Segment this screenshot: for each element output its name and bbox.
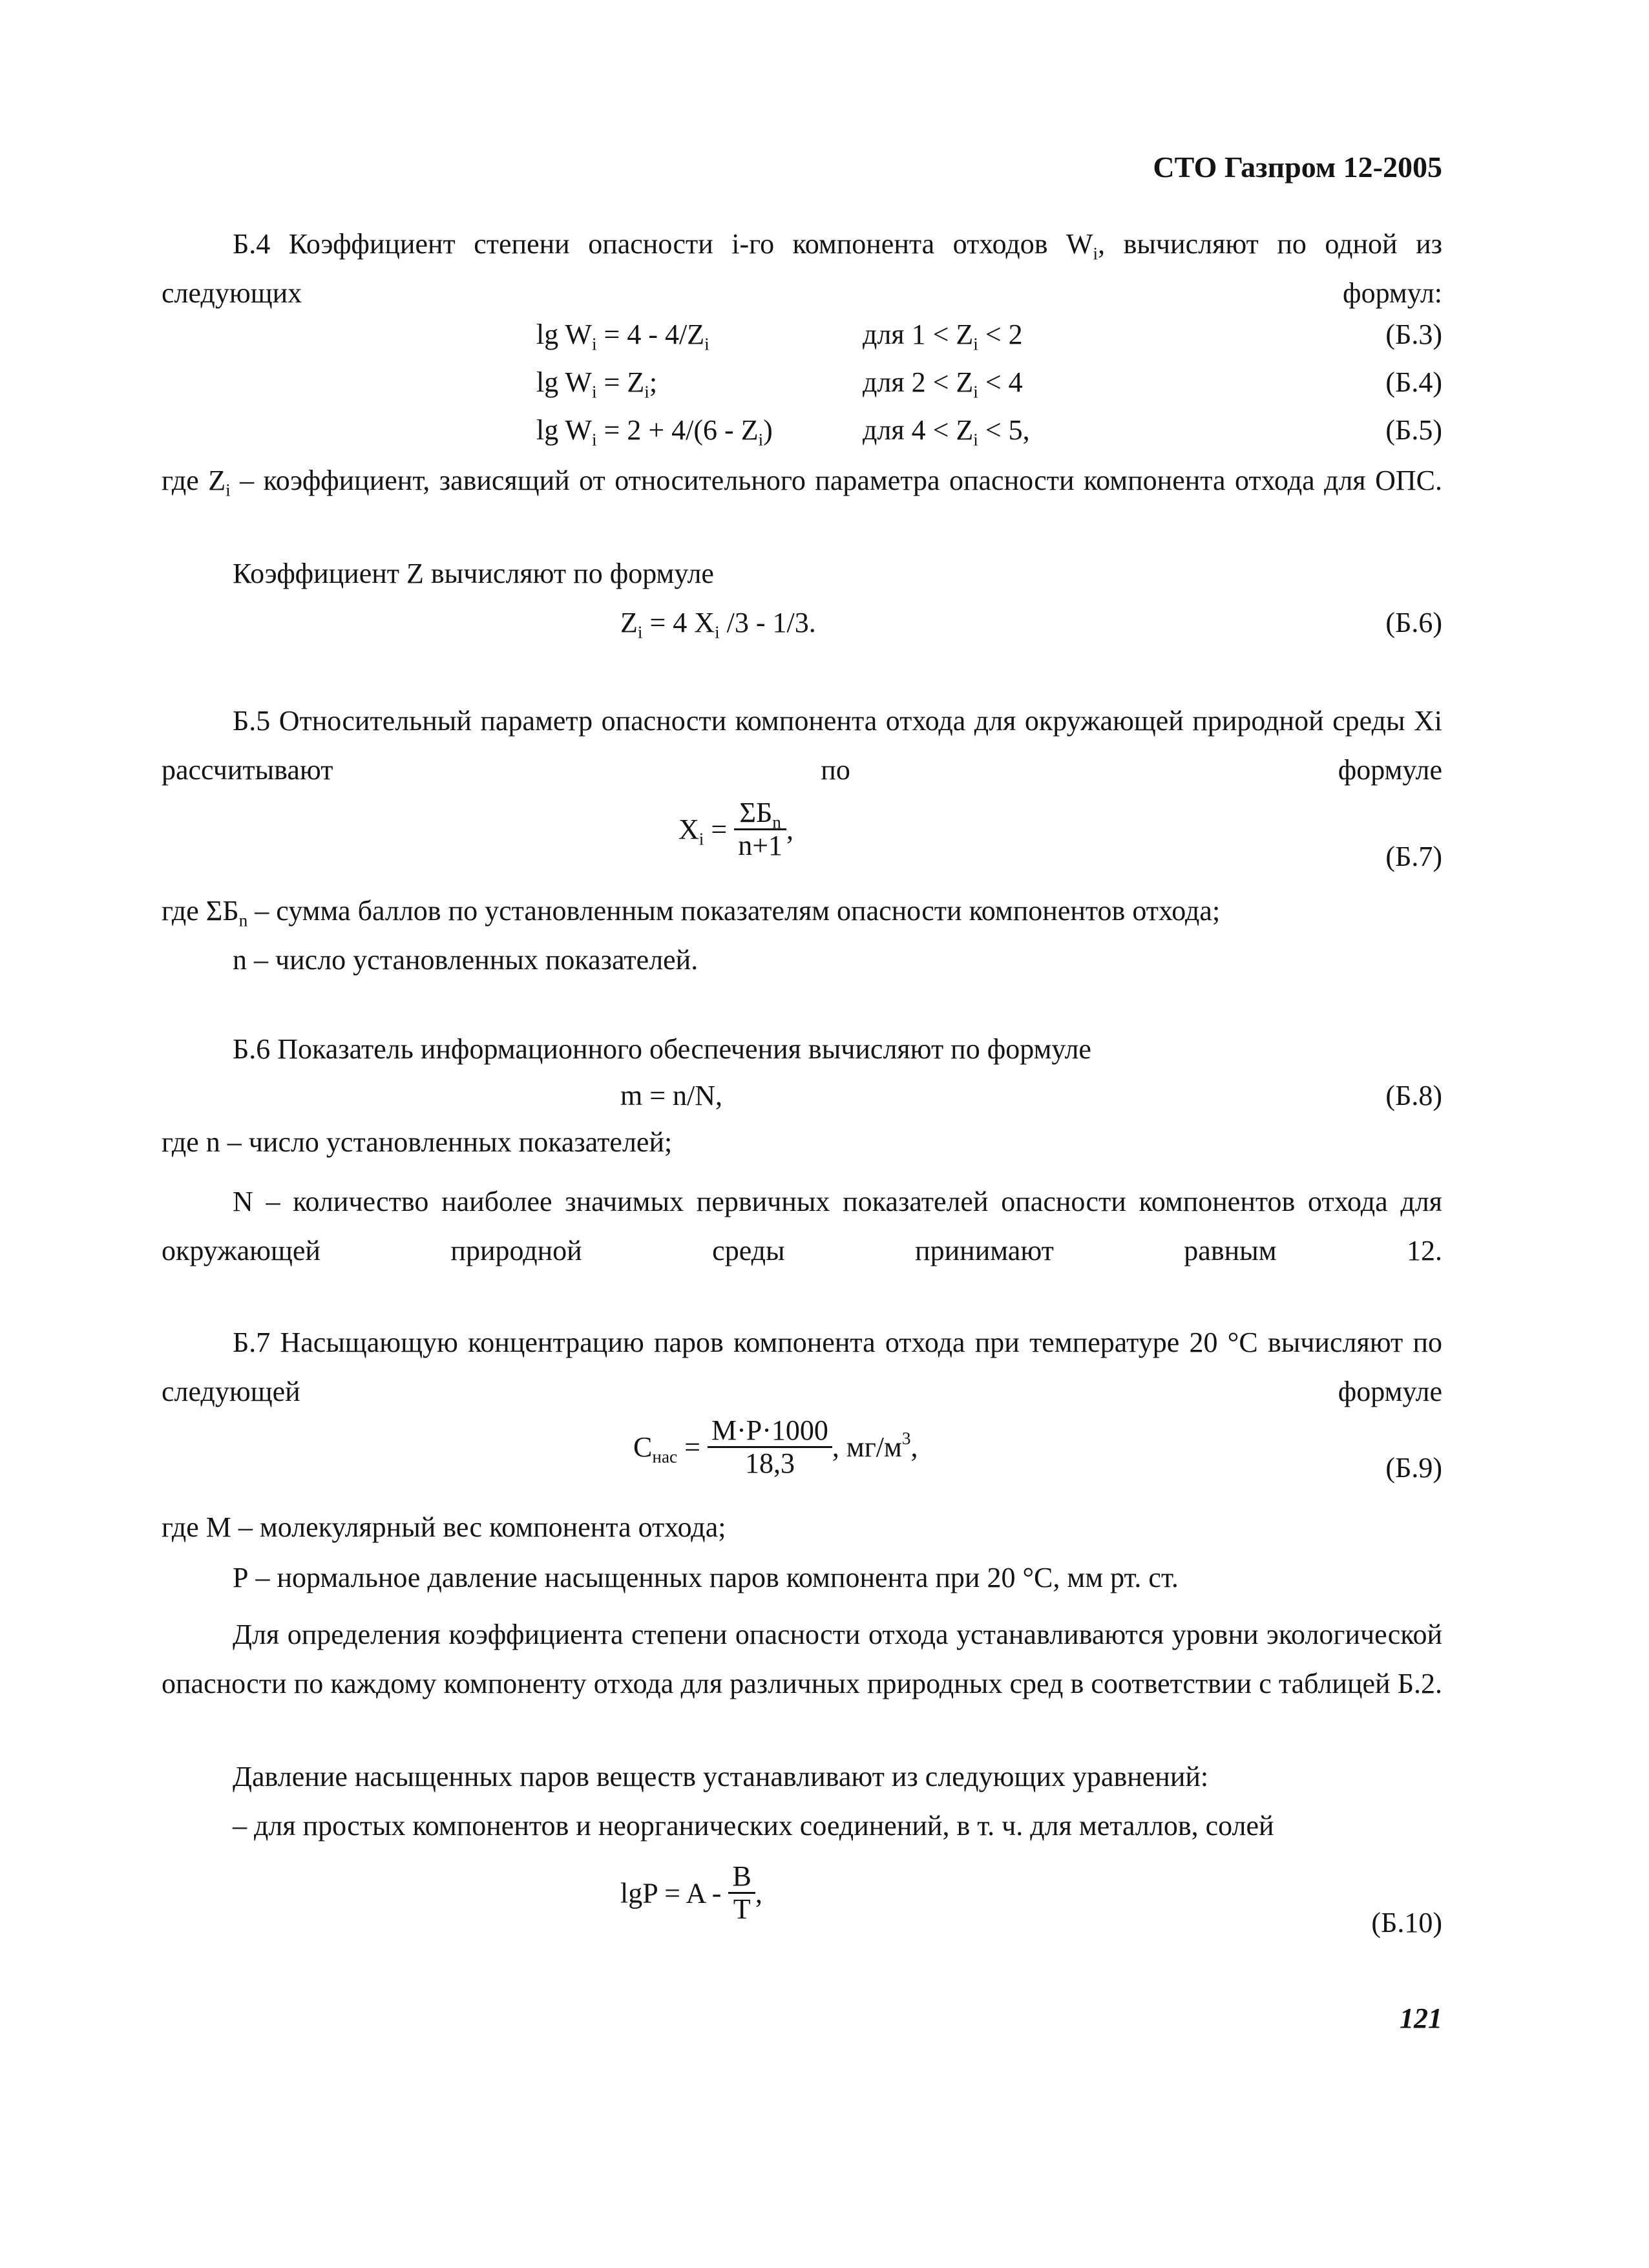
b5-intro: Б.5 Относительный параметр опасности компонента отхода для окружающей природной среды Xi рассчитывают по формуле xyxy=(162,705,1442,786)
b7-pressure-paragraph: Давление насыщенных паров веществ устанавливают из следующих уравнений: xyxy=(233,1761,1209,1792)
b9-denominator: 18,3 xyxy=(744,1447,795,1480)
b10-tail: , xyxy=(755,1877,762,1909)
b7-numerator: ΣБ xyxy=(739,797,773,828)
b7-levels-paragraph: Для определения коэффициента степени опасности отхода устанавливаются уровни экологической опасности по каждому компоненту отхода для различных природных сред в соответствии с таблицей Б.2. xyxy=(162,1619,1442,1699)
formula-b5-condition: для $4 < Z_i < 5$, xyxy=(863,414,1030,450)
formula-b8: m = n/N, xyxy=(620,1080,723,1111)
b6-intro: Б.6 Показатель информационного обеспечения вычисляют по формуле xyxy=(233,1033,1091,1065)
b7-lhs: $X_i$ = xyxy=(678,814,735,849)
b10-denominator: T xyxy=(733,1893,751,1926)
formula-b4-number: (Б.4) xyxy=(1385,366,1442,398)
b10-fraction xyxy=(728,1861,755,1926)
formula-b10 xyxy=(620,1861,762,1926)
formula-b4-condition: для $2 < Z_i < 4$ xyxy=(863,366,1023,402)
formula-b8-number: (Б.8) xyxy=(1385,1080,1442,1111)
b9-fraction xyxy=(708,1415,832,1480)
formula-b3-number: (Б.3) xyxy=(1385,319,1442,350)
b5-n-definition: n – число установленных показателей. xyxy=(233,944,698,976)
b9-unit: , $мг/м^3$, xyxy=(832,1429,918,1464)
b10-numerator: B xyxy=(728,1861,755,1894)
document-header: СТО Газпром 12-2005 xyxy=(1153,151,1442,184)
b6-where: где n – число установленных показателей; xyxy=(162,1126,673,1158)
formula-b4-lhs: $\lg W_i = Z_i$; xyxy=(536,366,658,402)
b4-intro-text-1: Б.4 Коэффициент степени опасности i-го компонента отходов W xyxy=(233,228,1093,260)
b4-intro-text-2: , вычисляют по одной из следующих формул: xyxy=(162,228,1442,309)
b5-where: где $\Sigma Б_n$ – сумма баллов по установленным показателям опасности компонентов отхода; xyxy=(162,895,1221,930)
b4-intro xyxy=(162,220,1442,367)
b10-lhs: lgP = A - xyxy=(620,1877,729,1909)
b6-N-definition: N – количество наиболее значимых первичных показателей опасности компонентов отхода для окружающей природной среды принимают равным 12. xyxy=(162,1186,1442,1266)
b9-lhs: $C_{нас}$ = xyxy=(633,1431,708,1467)
formula-b7-number: (Б.7) xyxy=(1385,841,1442,872)
b7-simple-components: – для простых компонентов и неорганических соединений, в т. ч. для металлов, солей xyxy=(233,1810,1274,1842)
b7-tail: , xyxy=(786,814,794,846)
b4-intro-sub: i xyxy=(1093,244,1098,264)
z-intro: Коэффициент Z вычисляют по формуле xyxy=(233,558,714,589)
formula-b5-lhs: $\lg W_i = 2 + 4/(6 - Z_i)$ xyxy=(536,414,773,450)
formula-b6-number: (Б.6) xyxy=(1385,607,1442,638)
b9-numerator: M·P·1000 xyxy=(708,1415,832,1448)
formula-b3-lhs: $\lg W_i = 4 - 4/Z_i$ xyxy=(536,319,709,354)
formula-b5-number: (Б.5) xyxy=(1385,414,1442,446)
formula-b6: $Z_i = 4$ $X_i$ /3 - 1/3. xyxy=(620,607,816,642)
formula-b7 xyxy=(678,797,793,862)
formula-b10-number: (Б.10) xyxy=(1371,1907,1442,1938)
formula-b9 xyxy=(633,1415,918,1480)
b7-where: где М – молекулярный вес компонента отхода; xyxy=(162,1511,726,1543)
b7-intro: Б.7 Насыщающую концентрацию паров компонента отхода при температуре 20 °С вычисляют по следующей формуле xyxy=(162,1327,1442,1407)
b4-where: где $Z_i$ – коэффициент, зависящий от относительного параметра опасности компонента отхода для ОПС. xyxy=(162,465,1442,500)
b7-p-definition: Р – нормальное давление насыщенных паров компонента при 20 °С, мм рт. ст. xyxy=(233,1562,1179,1593)
b7-fraction: $\frac{\Sigma Б_n}{n+1}$ xyxy=(734,797,786,862)
formula-b3-condition: для $1 < Z_i < 2$ xyxy=(863,319,1023,354)
page-number: 121 xyxy=(1400,2002,1442,2034)
b7-denominator: n+1 xyxy=(738,830,783,862)
formula-b9-number: (Б.9) xyxy=(1385,1452,1442,1484)
